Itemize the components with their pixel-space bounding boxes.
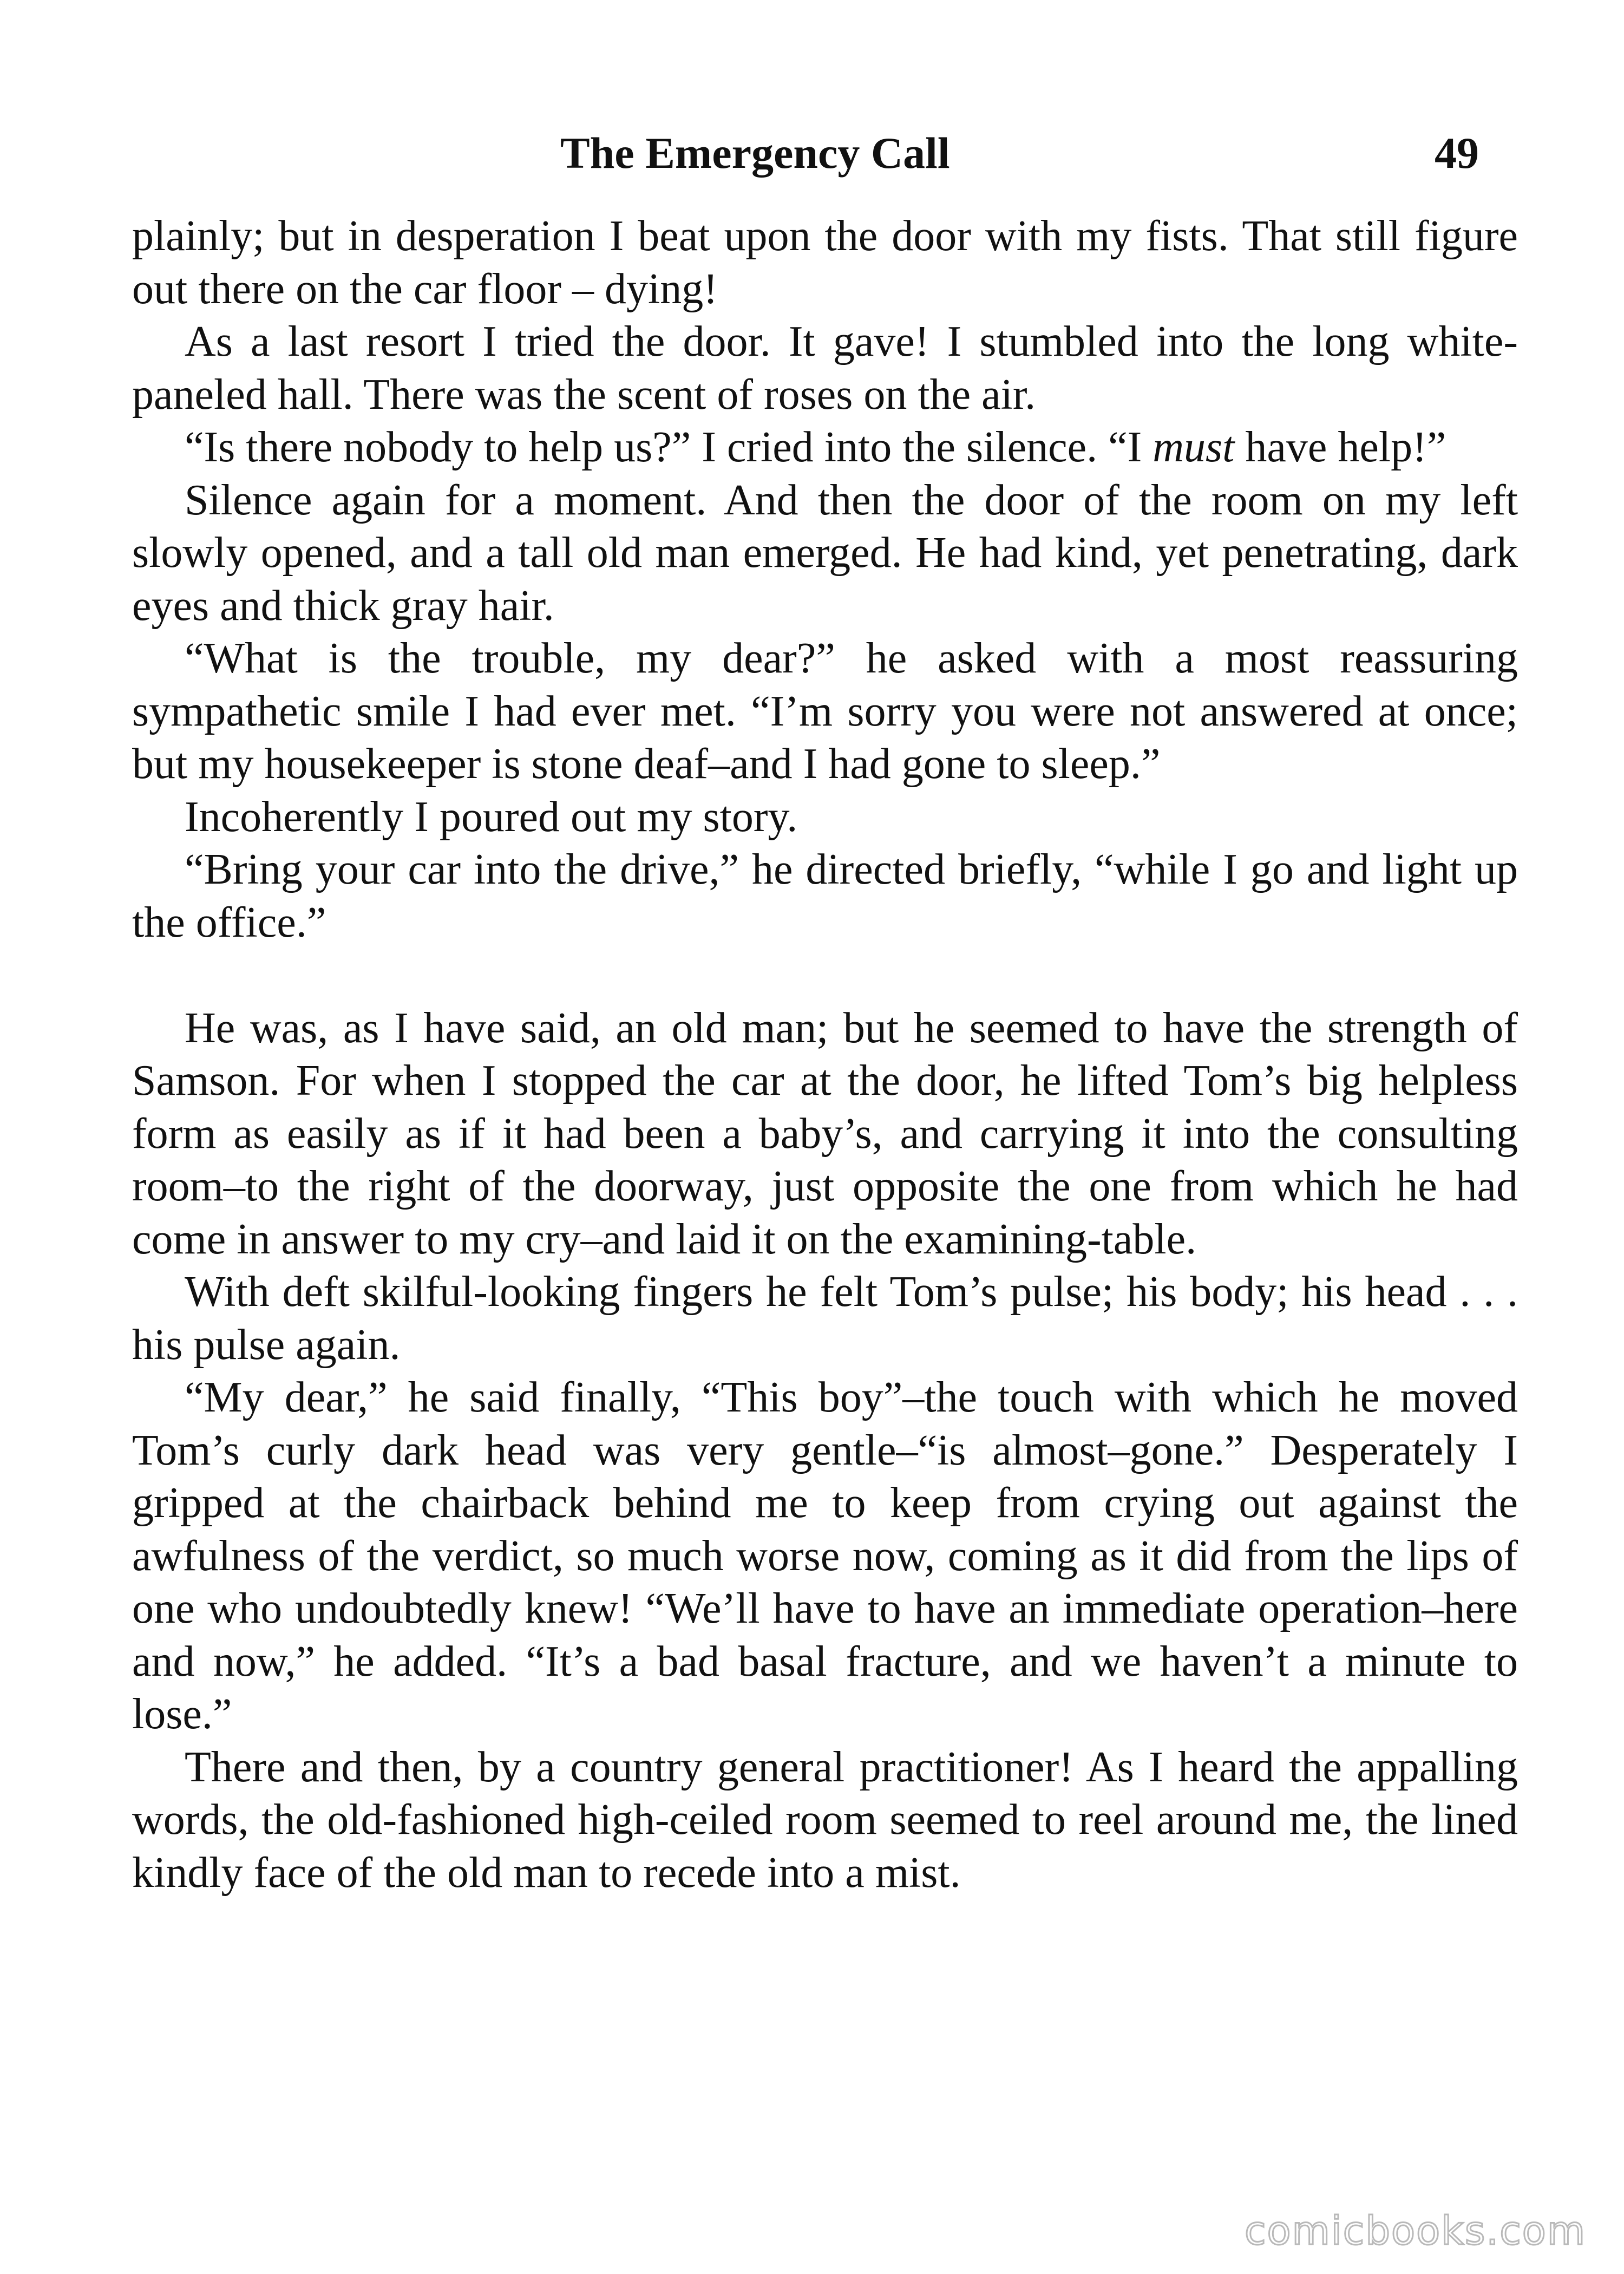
paragraph bbox=[132, 844, 1518, 949]
paragraph bbox=[132, 1741, 1518, 1900]
running-head bbox=[0, 123, 1624, 183]
paragraph bbox=[132, 316, 1518, 421]
paragraph bbox=[132, 210, 1518, 316]
paragraph bbox=[132, 1002, 1518, 1266]
text-segment: He was, as I have said, an old man; but he seemed to have the strength of Samson. For when I stopped the car at the door, he lifted Tom’s big helpless form as easily as if it had been a baby’s, and carrying it into the consulting room–to the right of the doorway, just opposite the one from which he had come in answer to my cry–and laid it on the examining-table. bbox=[132, 1004, 1518, 1263]
paragraph bbox=[132, 1266, 1518, 1371]
emphasis-text: must bbox=[1152, 423, 1235, 471]
running-title: The Emergency Call bbox=[560, 128, 950, 178]
text-segment: There and then, by a country general practitioner! As I heard the appalling words, the old-fashioned high-ceiled room seemed to reel around me, the lined kindly face of the old man to recede into a mist. bbox=[132, 1743, 1518, 1897]
page-number: 49 bbox=[1435, 128, 1479, 178]
text-segment: “What is the trouble, my dear?” he asked with a most reassuring sympathetic smile I had ever met. “I’m sorry you were not answered at once; but my housekeeper is stone deaf–and I had gone to sleep.” bbox=[132, 635, 1518, 788]
text-segment: “Is there nobody to help us?” I cried into the silence. “I bbox=[185, 423, 1153, 471]
paragraph bbox=[132, 632, 1518, 791]
text-segment: have help!” bbox=[1234, 423, 1446, 471]
text-segment: “My dear,” he said finally, “This boy”–the touch with which he moved Tom’s curly dark head was very gentle–“is almost–gone.” Desperately I gripped at the chairback behind me to keep from crying out against the awfulness of the verdict, so much worse now, coming as it did from the lips of one who undoubtedly knew! “We’ll have to have an immediate operation–here and now,” he added. “It’s a bad basal fracture, and we haven’t a minute to lose.” bbox=[132, 1374, 1518, 1738]
text-segment: Silence again for a moment. And then the door of the room on my left slowly opened, and a tall old man emerged. He had kind, yet penetrating, dark eyes and thick gray hair. bbox=[132, 476, 1518, 630]
paragraph bbox=[132, 474, 1518, 633]
text-segment: As a last resort I tried the door. It gave! I stumbled into the long white-paneled hall. There was the scent of roses on the air. bbox=[132, 318, 1518, 419]
text-segment: plainly; but in desperation I beat upon the door with my fists. That still figure out there on the car floor – dying! bbox=[132, 212, 1518, 313]
body-text bbox=[132, 210, 1518, 1899]
text-segment: “Bring your car into the drive,” he directed briefly, “while I go and light up the office.” bbox=[132, 846, 1518, 946]
text-segment: With deft skilful-looking fingers he felt Tom’s pulse; his body; his head . . . his pulse again. bbox=[132, 1268, 1518, 1369]
paragraph bbox=[132, 1371, 1518, 1741]
text-segment: Incoherently I poured out my story. bbox=[185, 793, 798, 841]
paragraph bbox=[132, 791, 1518, 844]
watermark: comicbooks.com bbox=[1244, 2208, 1586, 2253]
paragraph bbox=[132, 421, 1518, 474]
